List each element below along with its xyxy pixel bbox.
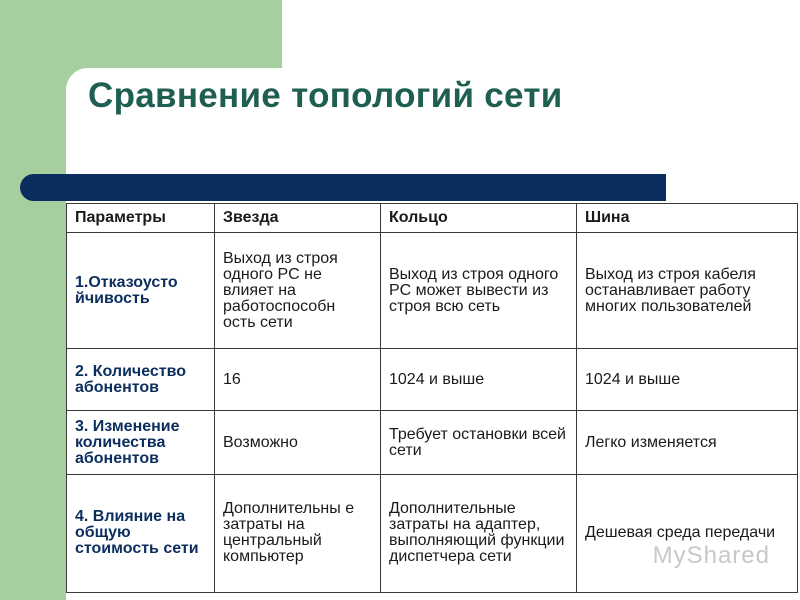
cell-bus: Легко изменяется <box>577 411 798 474</box>
watermark: MyShared <box>652 542 770 569</box>
cell-star: 16 <box>215 349 381 411</box>
cell-ring: Требует остановки всей сети <box>381 411 577 474</box>
header-bus: Шина <box>577 204 798 233</box>
cell-ring: 1024 и выше <box>381 349 577 411</box>
table-row <box>67 233 798 349</box>
row-parameter: 1.Отказоусто йчивость <box>67 233 215 349</box>
row-parameter: 2. Количество абонентов <box>67 349 215 411</box>
title-underline-bar <box>20 174 666 201</box>
topology-comparison-table <box>66 203 798 593</box>
cell-bus: Выход из строя кабеля останавливает работу многих пользователей <box>577 233 798 349</box>
cell-star: Возможно <box>215 411 381 474</box>
row-parameter: 4. Влияние на общую стоимость сети <box>67 474 215 592</box>
cell-bus: Дешевая среда передачи <box>577 474 798 592</box>
cell-star: Выход из строя одного PC не влияет на работоспособн ость сети <box>215 233 381 349</box>
cell-ring: Дополнительные затраты на адаптер, выполняющий функции диспетчера сети <box>381 474 577 592</box>
table-row <box>67 349 798 411</box>
table-row <box>67 474 798 592</box>
cell-star: Дополнительны е затраты на центральный компьютер <box>215 474 381 592</box>
slide-title: Сравнение топологий сети <box>88 76 563 115</box>
cell-bus: 1024 и выше <box>577 349 798 411</box>
header-star: Звезда <box>215 204 381 233</box>
table-row <box>67 411 798 474</box>
header-ring: Кольцо <box>381 204 577 233</box>
cell-ring: Выход из строя одного PC может вывести из строя всю сеть <box>381 233 577 349</box>
row-parameter: 3. Изменение количества абонентов <box>67 411 215 474</box>
table-header-row <box>67 204 798 233</box>
header-parameters: Параметры <box>67 204 215 233</box>
